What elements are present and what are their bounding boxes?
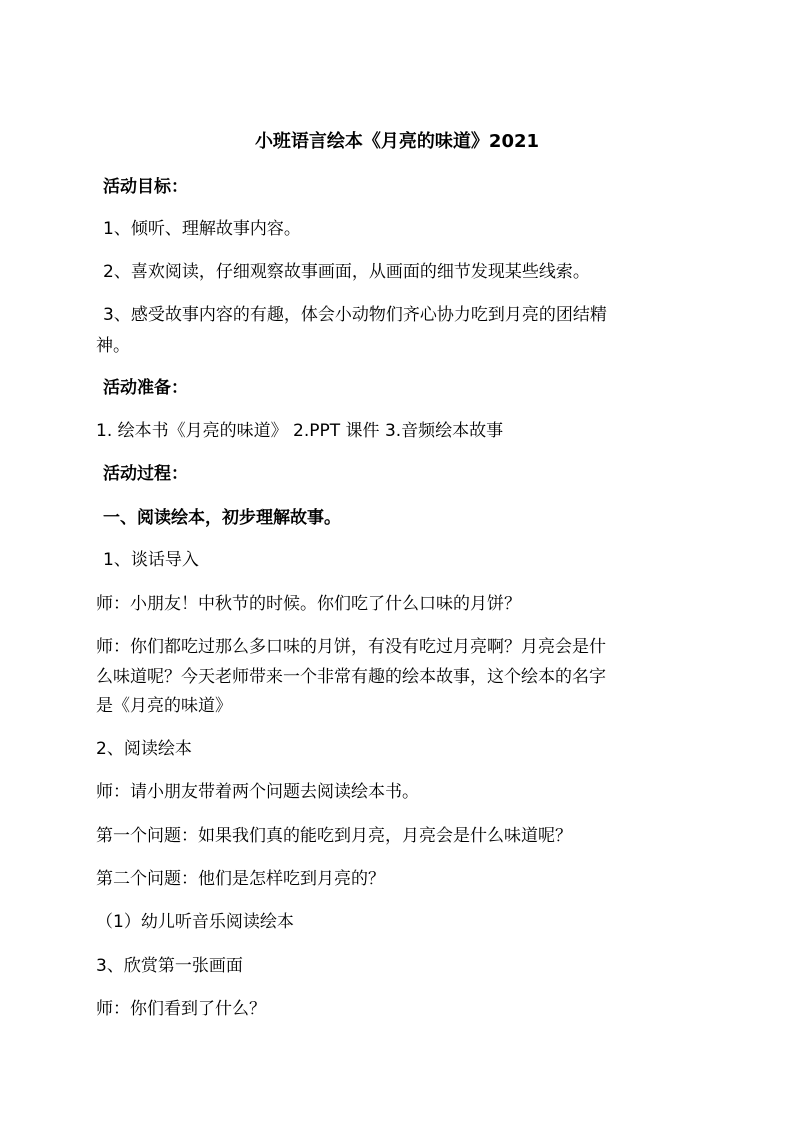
question-2: 第二个问题：他们是怎样吃到月亮的？: [96, 869, 385, 889]
teacher-line-2-part-2: 么味道呢？今天老师带来一个非常有趣的绘本故事，这个绘本的名字: [96, 667, 606, 687]
question-1: 第一个问题：如果我们真的能吃到月亮，月亮会是什么味道呢？: [96, 826, 572, 846]
prep-items: 1. 绘本书《月亮的味道》 2.PPT 课件 3.音频绘本故事: [96, 421, 504, 441]
sub-step-1: （1）幼儿听音乐阅读绘本: [96, 912, 294, 932]
process-heading: 活动过程：: [103, 464, 188, 484]
prep-heading: 活动准备：: [103, 378, 188, 398]
document-title: 小班语言绘本《月亮的味道》2021: [254, 131, 540, 152]
goal-item-1: 1、倾听、理解故事内容。: [103, 219, 301, 239]
step-1-2: 2、阅读绘本: [96, 739, 192, 759]
goal-item-2: 2、喜欢阅读，仔细观察故事画面，从画面的细节发现某些线索。: [103, 262, 590, 282]
teacher-line-4: 师：你们看到了什么？: [96, 999, 266, 1019]
goal-item-3-line-1: 3、感受故事内容的有趣，体会小动物们齐心协力吃到月亮的团结精: [103, 305, 607, 325]
step-1-1: 1、谈话导入: [103, 550, 199, 570]
teacher-line-2-part-3: 是《月亮的味道》: [96, 696, 232, 716]
teacher-line-3: 师：请小朋友带着两个问题去阅读绘本书。: [96, 782, 419, 802]
teacher-line-2-part-1: 师：你们都吃过那么多口味的月饼，有没有吃过月亮啊？月亮会是什: [96, 637, 606, 657]
goal-item-3-line-2: 神。: [96, 336, 130, 356]
step-1-3: 3、欣赏第一张画面: [96, 956, 243, 976]
goals-heading: 活动目标：: [103, 177, 188, 197]
teacher-line-1: 师：小朋友！中秋节的时候。你们吃了什么口味的月饼？: [96, 594, 521, 614]
step-1-heading: 一、阅读绘本，初步理解故事。: [103, 508, 341, 528]
